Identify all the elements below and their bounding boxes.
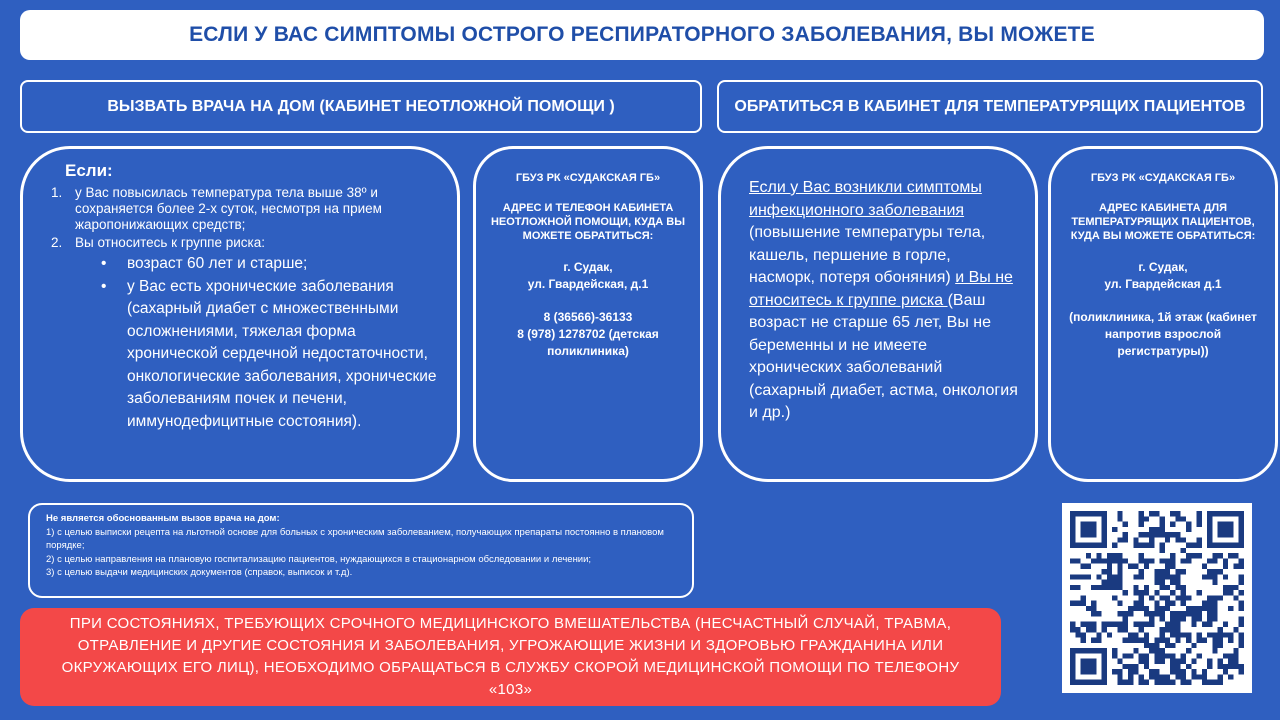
condition-number: 2. bbox=[51, 235, 63, 250]
address-street: ул. Гвардейская д.1 bbox=[1104, 277, 1222, 291]
emergency-alert bbox=[20, 608, 1001, 706]
address-lines bbox=[1059, 259, 1267, 293]
symptoms-list: (повышение температуры тела, кашель, першение в горле, насморк, потеря обоняния) bbox=[749, 224, 986, 286]
note-line: 3) с целью выдачи медицинских документов (справок, выписок и т.д). bbox=[46, 567, 353, 579]
unjustified-calls-note bbox=[28, 503, 694, 598]
note-line: 2) с целью направления на плановую госпитализацию пациентов, нуждающихся в стационарном обследовании и лечении; bbox=[46, 553, 592, 565]
alert-text: ПРИ СОСТОЯНИЯХ, ТРЕБУЮЩИХ СРОЧНОГО МЕДИЦИНСКОГО ВМЕШАТЕЛЬСТВА (НЕСЧАСТНЫЙ СЛУЧАЙ, ТРАВМА, ОТРАВЛЕНИЕ И ДРУГИЕ СОСТОЯНИЯ И ЗАБОЛЕВАНИЯ, УГРОЖАЮЩИЕ ЖИЗНИ И ЗДОРОВЬЮ ГРАЖДАНИНА ИЛИ ОКРУЖАЮЩИХ ЕГО ЛИЦ), НЕОБХОДИМО ОБРАЩАТЬСЯ В СЛУЖБУ СКОРОЙ МЕДИЦИНСКОЙ ПОМОЩИ ПО ТЕЛЕФОНУ «103» bbox=[61, 615, 960, 698]
condition-number: 1. bbox=[51, 185, 63, 200]
note-title: Не является обоснованным вызов врача на дом: bbox=[46, 513, 280, 524]
page-title: ЕСЛИ У ВАС СИМПТОМЫ ОСТРОГО РЕСПИРАТОРНОГО ЗАБОЛЕВАНИЯ, ВЫ МОЖЕТЕ bbox=[189, 23, 1095, 46]
emergency-cabinet-address bbox=[473, 146, 703, 482]
risk-text: возраст 60 лет и старше; bbox=[127, 255, 308, 272]
org-name: ГБУЗ РК «СУДАКСКАЯ ГБ» bbox=[1090, 172, 1236, 184]
address-street: ул. Гвардейская, д.1 bbox=[527, 277, 649, 291]
title-banner bbox=[20, 10, 1264, 60]
symptoms-panel bbox=[718, 146, 1038, 482]
symptoms-intro: Если у Вас возникли симптомы инфекционного заболевания bbox=[749, 179, 982, 219]
address-label: АДРЕС КАБИНЕТА ДЛЯ ТЕМПЕРАТУРЯЩИХ ПАЦИЕНТОВ, КУДА ВЫ МОЖЕТЕ ОБРАТИТЬСЯ: bbox=[1070, 202, 1256, 242]
risk-item-age bbox=[101, 253, 437, 276]
address-lines bbox=[486, 259, 690, 293]
address-city: г. Судак, bbox=[1138, 260, 1188, 274]
phone-number[interactable]: 8 (36566)-36133 bbox=[543, 310, 633, 324]
bullet-icon: • bbox=[101, 255, 107, 272]
org-name: ГБУЗ РК «СУДАКСКАЯ ГБ» bbox=[515, 172, 661, 184]
address-label: АДРЕС И ТЕЛЕФОН КАБИНЕТА НЕОТЛОЖНОЙ ПОМОЩИ, КУДА ВЫ МОЖЕТЕ ОБРАТИТЬСЯ: bbox=[490, 202, 686, 242]
not-risk-details: (Ваш возраст не старше 65 лет, Вы не беременны и не имеете хронических заболеваний (сахарный диабет, астма, онкология и др.) bbox=[749, 291, 1018, 421]
qr-code-icon bbox=[1070, 511, 1244, 685]
fever-cabinet-address bbox=[1048, 146, 1278, 482]
conditions-panel bbox=[20, 146, 460, 482]
location-note: (поликлиника, 1й этаж (кабинет напротив взрослой регистратуры)) bbox=[1069, 310, 1257, 358]
qr-code[interactable] bbox=[1062, 503, 1252, 693]
address-city: г. Судак, bbox=[563, 260, 613, 274]
risk-text: у Вас есть хронические заболевания (сахарный диабет с множественными осложнениями, тяжелая форма хронической сердечной недостаточности, онкологические заболевания, хронические заболеваниям почек и печени, иммунодефицитные состояния). bbox=[127, 277, 437, 430]
condition-item-2 bbox=[51, 235, 437, 251]
condition-text: у Вас повысилась температура тела выше 38º и сохраняется более 2-х суток, несмотря на прием жаропонижающих средств; bbox=[75, 185, 382, 232]
phone-number-children[interactable]: 8 (978) 1278702 (детская поликлиника) bbox=[517, 327, 659, 358]
note-line: 1) с целью выписки рецепта на льготной основе для больных с хроническим заболеванием, получающих препараты постоянно в плановом порядке; bbox=[46, 526, 664, 552]
conditions-list bbox=[51, 185, 437, 251]
phone-lines bbox=[486, 309, 690, 360]
home-visit-header: ВЫЗВАТЬ ВРАЧА НА ДОМ (КАБИНЕТ НЕОТЛОЖНОЙ ПОМОЩИ ) bbox=[20, 80, 702, 133]
not-risk-group: и Вы не относитесь к группе риска bbox=[749, 269, 1013, 309]
conditions-title: Если: bbox=[65, 161, 113, 180]
fever-cabinet-header: ОБРАТИТЬСЯ В КАБИНЕТ ДЛЯ ТЕМПЕРАТУРЯЩИХ ПАЦИЕНТОВ bbox=[717, 80, 1263, 133]
condition-text: Вы относитесь к группе риска: bbox=[75, 235, 266, 250]
condition-item-1 bbox=[51, 185, 437, 233]
risk-group-list bbox=[101, 253, 437, 433]
bullet-icon: • bbox=[101, 277, 107, 295]
risk-item-chronic bbox=[101, 276, 437, 434]
